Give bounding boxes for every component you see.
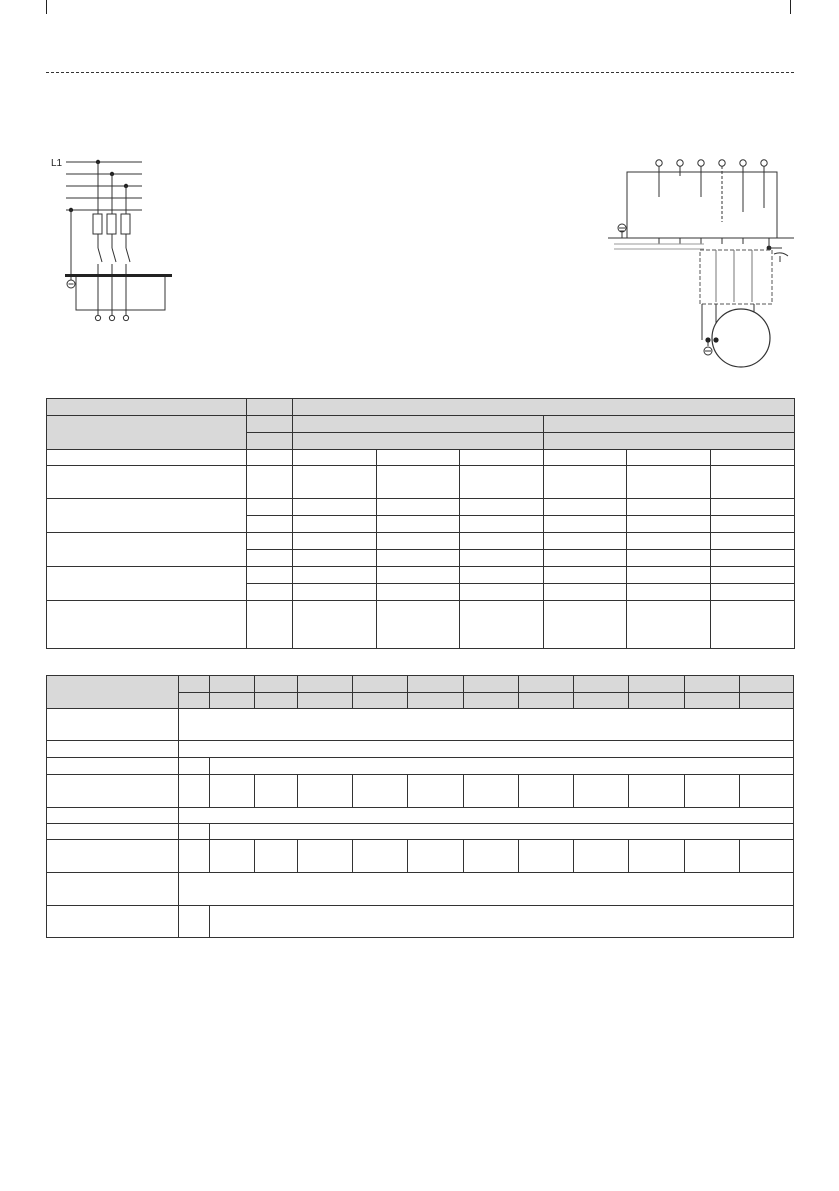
table-cell [247, 416, 293, 433]
device-box [76, 277, 165, 310]
table-cell [377, 533, 460, 550]
table-cell [47, 840, 179, 873]
table-cell [574, 775, 629, 808]
table-cell [47, 808, 179, 824]
table-cell [684, 840, 739, 873]
table-cell [247, 499, 293, 516]
specification-table-2 [46, 675, 794, 938]
table-cell [574, 840, 629, 873]
table-cell [47, 873, 179, 906]
table-cell [684, 676, 739, 693]
table-cell [544, 516, 627, 533]
table-cell [247, 516, 293, 533]
shield-clamp-icon [774, 253, 788, 256]
table-cell [353, 840, 408, 873]
table-cell [460, 466, 544, 499]
table-cell [293, 516, 377, 533]
table-cell [518, 775, 573, 808]
table-row [47, 416, 795, 433]
supply-wiring-diagram [48, 152, 228, 324]
table-cell [739, 775, 793, 808]
table-row [47, 466, 795, 499]
table-cell [47, 601, 247, 649]
table-row [47, 840, 794, 873]
table-cell [518, 693, 573, 709]
table-cell [178, 824, 209, 840]
table-cell [629, 775, 684, 808]
table-cell [463, 840, 518, 873]
table-cell [293, 416, 544, 433]
table-cell [544, 433, 795, 450]
table-cell [544, 584, 627, 601]
table-cell [463, 676, 518, 693]
terminal-circle [677, 160, 683, 166]
table-cell [627, 533, 711, 550]
table-cell [293, 584, 377, 601]
table-cell [544, 550, 627, 567]
table-cell [293, 499, 377, 516]
table-cell [254, 775, 297, 808]
table-cell [739, 693, 793, 709]
table-cell [408, 840, 463, 873]
table-cell [247, 584, 293, 601]
table-cell [377, 567, 460, 584]
table-cell [178, 758, 209, 775]
table-cell [293, 567, 377, 584]
table-cell [47, 758, 179, 775]
switch-contact [98, 248, 102, 262]
table-cell [460, 450, 544, 466]
table-cell [627, 584, 711, 601]
switch-contact [126, 248, 130, 262]
table-row [47, 533, 795, 550]
table-row [47, 741, 794, 758]
table-cell [47, 416, 247, 450]
table-cell [209, 758, 793, 775]
table-cell [460, 601, 544, 649]
table-cell [254, 840, 297, 873]
table-cell [711, 450, 795, 466]
table-cell [463, 693, 518, 709]
table-cell [627, 466, 711, 499]
table-cell [293, 450, 377, 466]
table-cell [460, 567, 544, 584]
table-cell [209, 676, 254, 693]
table-cell [460, 584, 544, 601]
terminal-circle [109, 315, 114, 320]
table-cell [408, 676, 463, 693]
table-cell [544, 601, 627, 649]
table-cell [353, 676, 408, 693]
terminal-circle [656, 160, 662, 166]
table-row [47, 873, 794, 906]
table-cell [293, 433, 544, 450]
table-cell [209, 824, 793, 840]
table-cell [247, 533, 293, 550]
table-cell [544, 416, 795, 433]
table-cell [711, 550, 795, 567]
table-cell [377, 450, 460, 466]
table-cell [254, 676, 297, 693]
junction-dot [713, 337, 718, 342]
table-cell [178, 676, 209, 693]
table-cell [574, 693, 629, 709]
table-cell [711, 584, 795, 601]
table-cell [297, 676, 352, 693]
table-cell [178, 775, 209, 808]
table-cell [293, 466, 377, 499]
table-cell [247, 466, 293, 499]
table-cell [460, 533, 544, 550]
table-cell [544, 450, 627, 466]
table-cell [254, 693, 297, 709]
table-cell [377, 584, 460, 601]
table-cell [377, 466, 460, 499]
table-row [47, 808, 794, 824]
crop-mark-left [46, 0, 47, 14]
table-cell [353, 775, 408, 808]
table-cell [178, 693, 209, 709]
terminal-circle [740, 160, 746, 166]
table-cell [463, 775, 518, 808]
table-cell [47, 399, 247, 416]
table-cell [627, 516, 711, 533]
table-cell [178, 873, 793, 906]
table-cell [627, 601, 711, 649]
terminal-circle [95, 315, 100, 320]
table-cell [460, 516, 544, 533]
table-cell [408, 693, 463, 709]
table-cell [209, 840, 254, 873]
table-cell [297, 840, 352, 873]
terminal-circle [698, 160, 704, 166]
table-cell [574, 676, 629, 693]
table-cell [47, 824, 179, 840]
table-cell [629, 840, 684, 873]
table-cell [178, 808, 793, 824]
table-row [47, 499, 795, 516]
table-cell [293, 533, 377, 550]
table-cell [544, 533, 627, 550]
table-cell [460, 550, 544, 567]
switch-contact [112, 248, 116, 262]
table-cell [711, 466, 795, 499]
table-cell [178, 709, 793, 741]
table-cell [47, 533, 247, 567]
table-cell [377, 550, 460, 567]
table-cell [47, 741, 179, 758]
table-cell [377, 499, 460, 516]
motor-icon [712, 309, 770, 367]
table-cell [711, 516, 795, 533]
table-cell [247, 567, 293, 584]
table-cell [47, 499, 247, 533]
table-cell [544, 466, 627, 499]
header-dashed-rule [46, 72, 794, 73]
table-cell [247, 399, 293, 416]
table-cell [178, 906, 209, 938]
table-cell [293, 601, 377, 649]
table-cell [247, 450, 293, 466]
table-cell [518, 676, 573, 693]
table-cell [711, 533, 795, 550]
table-cell [711, 567, 795, 584]
table-cell [711, 601, 795, 649]
table-cell [297, 775, 352, 808]
table-row [47, 709, 794, 741]
supply-wiring-svg [48, 152, 228, 324]
terminal-circle [719, 160, 725, 166]
table-cell [629, 676, 684, 693]
table-cell [739, 840, 793, 873]
table-cell [178, 741, 793, 758]
table-row [47, 601, 795, 649]
table-row [47, 758, 794, 775]
line-label-l1: L1 [51, 158, 63, 169]
table-cell [247, 433, 293, 450]
table-row [47, 676, 794, 693]
table-row [47, 906, 794, 938]
table-cell [247, 601, 293, 649]
table-cell [377, 601, 460, 649]
drive-enclosure [627, 172, 777, 238]
fuse [93, 214, 102, 234]
fuse [121, 214, 130, 234]
table-cell [627, 499, 711, 516]
table-cell [518, 840, 573, 873]
table-cell [629, 693, 684, 709]
fuse [107, 214, 116, 234]
table-row [47, 450, 795, 466]
table-cell [297, 693, 352, 709]
table-cell [209, 775, 254, 808]
table-cell [544, 567, 627, 584]
table-cell [47, 709, 179, 741]
table-cell [47, 775, 179, 808]
table-cell [627, 550, 711, 567]
table-cell [627, 450, 711, 466]
shielded-cable [700, 250, 772, 304]
table-cell [739, 676, 793, 693]
terminal-circle [761, 160, 767, 166]
table-cell [711, 499, 795, 516]
table-cell [460, 499, 544, 516]
table-cell [684, 693, 739, 709]
crop-mark-right [790, 0, 791, 14]
table-cell [408, 775, 463, 808]
table-cell [293, 399, 795, 416]
table-cell [47, 567, 247, 601]
terminal-circle [123, 315, 128, 320]
table-cell [47, 676, 179, 709]
table-cell [247, 550, 293, 567]
table-cell [293, 550, 377, 567]
motor-wiring-svg [604, 152, 796, 370]
table-row [47, 824, 794, 840]
table-row [47, 399, 795, 416]
table-cell [684, 775, 739, 808]
table-cell [209, 693, 254, 709]
device-top-bar [65, 274, 172, 277]
specification-table-1 [46, 398, 795, 649]
table-cell [209, 906, 793, 938]
table-cell [47, 466, 247, 499]
table-cell [353, 693, 408, 709]
table-row [47, 567, 795, 584]
motor-wiring-diagram [604, 152, 796, 370]
table-cell [627, 567, 711, 584]
table-cell [47, 450, 247, 466]
table-row [47, 775, 794, 808]
table-cell [47, 906, 179, 938]
table-cell [178, 840, 209, 873]
table-cell [544, 499, 627, 516]
table-cell [377, 516, 460, 533]
